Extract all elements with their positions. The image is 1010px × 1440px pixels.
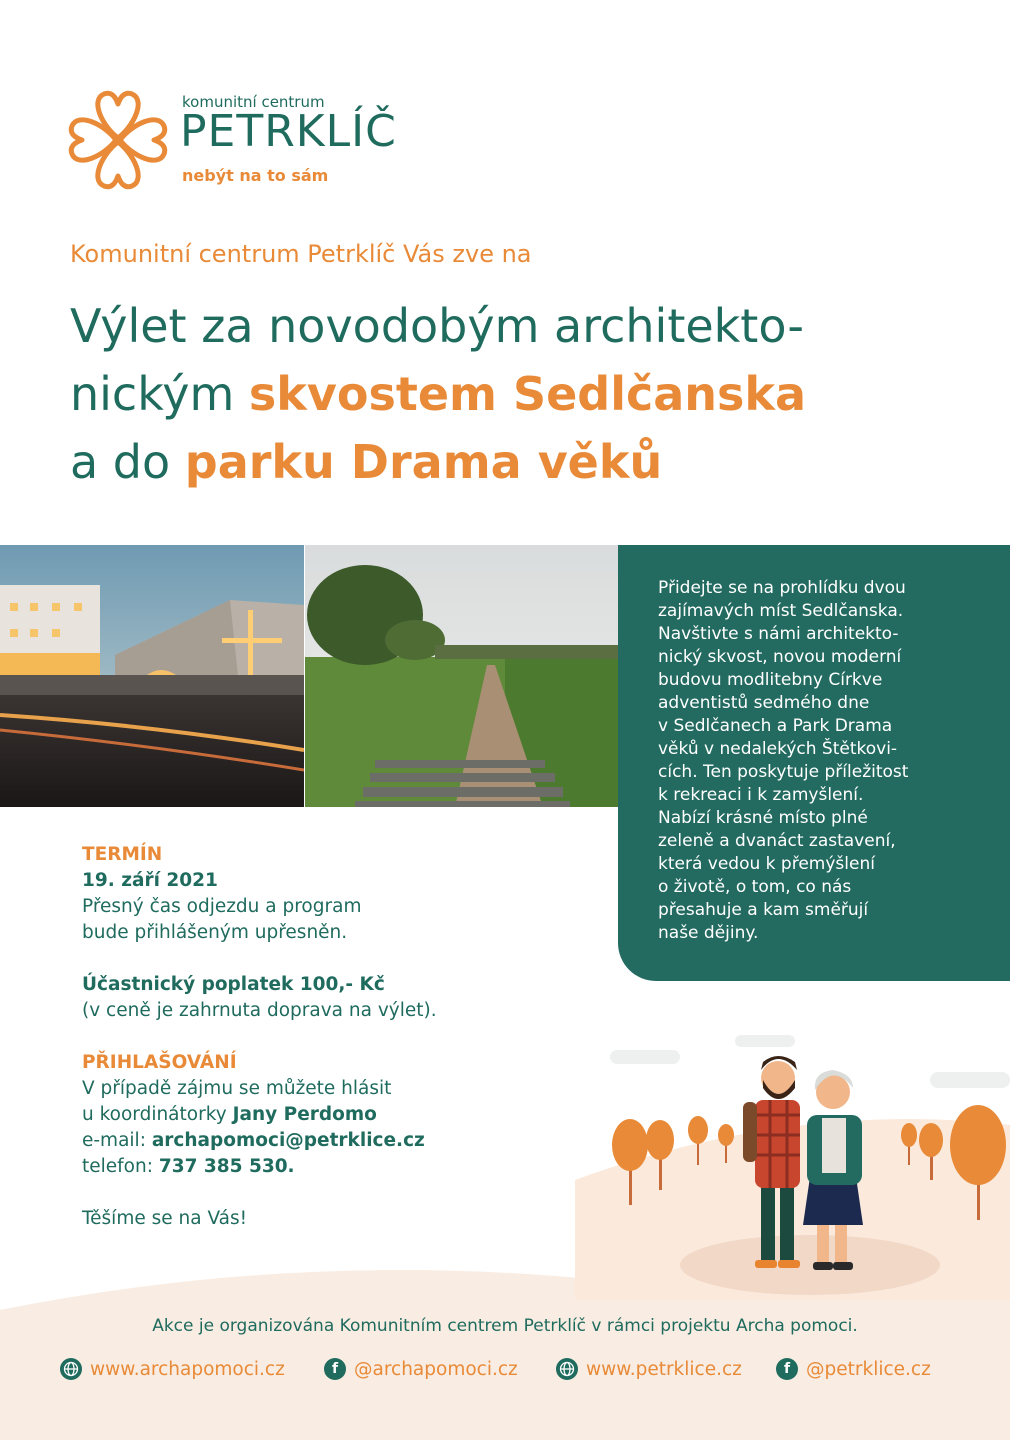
phone-line	[82, 1154, 602, 1180]
fee-note: (v ceně je zahrnuta doprava na výlet).	[82, 1000, 437, 1021]
link-text: @archapomoci.cz	[354, 1358, 518, 1380]
headline-line-2	[70, 360, 970, 428]
time-note: bude přihlášeným upřesněn.	[82, 922, 348, 943]
phone-label: telefon:	[82, 1156, 159, 1177]
park-path-photo	[305, 545, 618, 807]
time-note: Přesný čas odjezdu a program	[82, 896, 362, 917]
headline-highlight: parku Drama věků	[184, 435, 663, 489]
facebook-icon: f	[776, 1358, 798, 1380]
closing-text: Těšíme se na Vás!	[82, 1208, 248, 1229]
info-text: Přidejte se na prohlídku dvou zajímavých míst Sedlčanska. Navštivte s námi architekto- nický skvost, novou moderní budovu modlitebny Církve adventistů sedmého dne v Sedlčanech a Park Drama věků v nedalekých Štětkovi- cích. Ten poskytuje příležitost k rekreaci i k zamyšlení. Nabízí krásné místo plné zeleně a dvanáct zastavení, která vedou k přemýšlení o životě, o tom, co nás přesahuje a kam směřují naše dějiny.	[658, 578, 909, 943]
link-text: @petrklice.cz	[806, 1358, 931, 1380]
email-line	[82, 1128, 602, 1154]
term-label: TERMÍN	[82, 844, 163, 865]
logo-tagline: nebýt na to sám	[182, 166, 329, 185]
footer-links	[60, 1358, 960, 1388]
link-archapomoci-facebook[interactable]	[324, 1358, 518, 1380]
link-text: www.petrklice.cz	[586, 1358, 742, 1380]
registration-label: PŘIHLAŠOVÁNÍ	[82, 1052, 237, 1073]
link-petrklice-facebook[interactable]	[776, 1358, 931, 1380]
invitation-line: Komunitní centrum Petrklíč Vás zve na	[70, 240, 532, 268]
registration-text: u koordinátorky	[82, 1104, 233, 1125]
coordinator-name: Jany Perdomo	[232, 1104, 377, 1125]
headline-highlight: skvostem Sedlčanska	[248, 367, 807, 421]
globe-icon	[60, 1358, 82, 1380]
registration-text: V případě zájmu se můžete hlásit	[82, 1078, 392, 1099]
fee: Účastnický poplatek 100,- Kč	[82, 974, 385, 995]
people-illustration	[575, 1030, 1010, 1300]
link-text: www.archapomoci.cz	[90, 1358, 285, 1380]
clover-logo-icon	[62, 86, 174, 194]
headline-text: a do	[70, 435, 185, 489]
headline-text: nickým	[70, 367, 249, 421]
phone-number[interactable]: 737 385 530.	[158, 1156, 295, 1177]
info-box	[618, 545, 1010, 981]
registration-text	[82, 1102, 602, 1128]
headline	[70, 292, 970, 496]
facebook-icon: f	[324, 1358, 346, 1380]
logo-subtitle: komunitní centrum	[182, 93, 325, 111]
email-label: e-mail:	[82, 1130, 152, 1151]
logo-name: PETRKLÍČ	[180, 106, 397, 157]
email-link[interactable]: archapomoci@petrklice.cz	[151, 1130, 425, 1151]
globe-icon	[556, 1358, 578, 1380]
headline-line-3	[70, 428, 970, 496]
church-photo	[0, 545, 304, 807]
event-details	[82, 842, 602, 1232]
headline-line-1: Výlet za novodobým architekto-	[70, 299, 804, 353]
organizer-note: Akce je organizována Komunitním centrem Petrklíč v rámci projektu Archa pomoci.	[152, 1316, 858, 1336]
link-archapomoci-web[interactable]	[60, 1358, 285, 1380]
event-date: 19. září 2021	[82, 870, 218, 891]
link-petrklice-web[interactable]	[556, 1358, 742, 1380]
